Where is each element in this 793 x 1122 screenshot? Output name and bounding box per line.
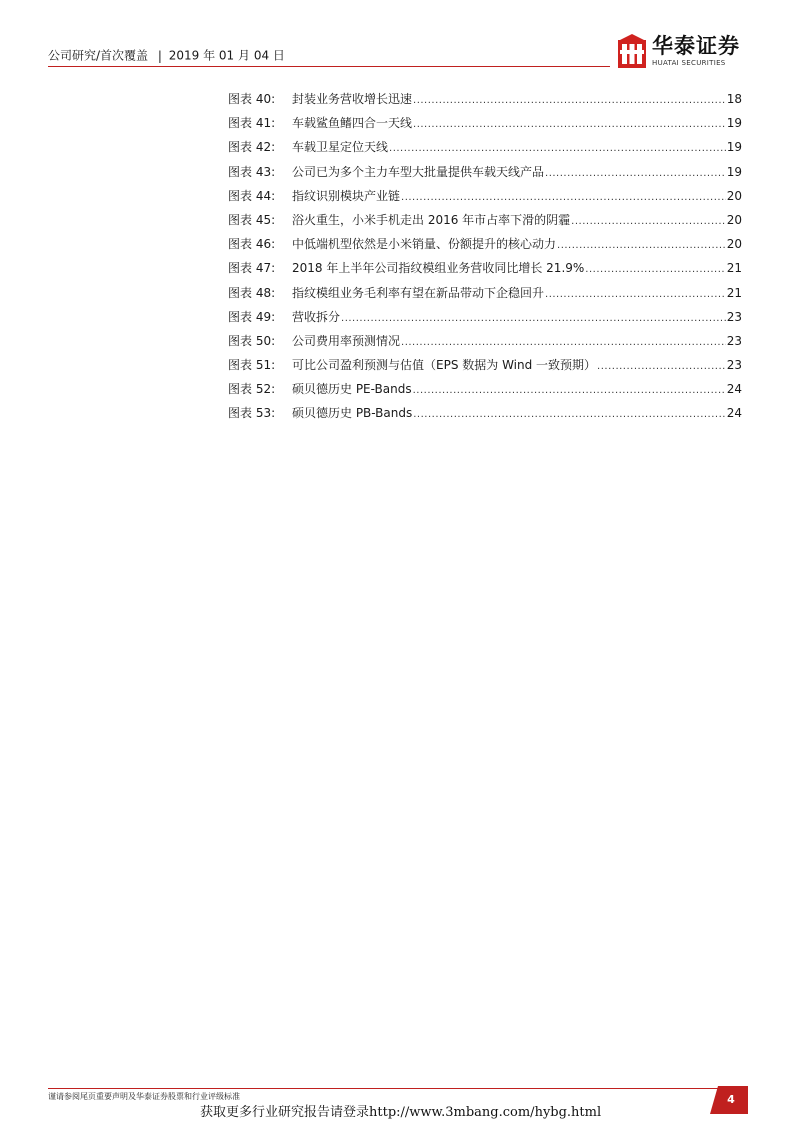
toc-label: 图表 41: bbox=[228, 116, 276, 131]
toc-page: 20 bbox=[726, 212, 742, 227]
footer-disclaimer: 谨请参阅尾页重要声明及华泰证券股票和行业评级标准 bbox=[48, 1092, 240, 1101]
toc-row[interactable] bbox=[228, 256, 742, 280]
toc-title: 公司已为多个主力车型大批量提供车载天线产品 bbox=[292, 164, 545, 179]
toc-title: 2018 年上半年公司指纹模组业务营收同比增长 21.9% bbox=[292, 261, 585, 276]
toc-page: 24 bbox=[726, 382, 742, 397]
toc-label: 图表 48: bbox=[228, 285, 276, 300]
toc-row[interactable] bbox=[228, 329, 742, 353]
toc-row[interactable] bbox=[228, 401, 742, 425]
toc-title: 可比公司盈利预测与估值（EPS 数据为 Wind 一致预期） bbox=[292, 358, 597, 373]
toc-leader bbox=[557, 234, 726, 258]
toc-leader bbox=[545, 283, 726, 307]
toc-page: 19 bbox=[726, 140, 742, 155]
toc-row[interactable] bbox=[228, 87, 742, 111]
toc-row[interactable] bbox=[228, 353, 742, 377]
watermark-link[interactable]: 获取更多行业研究报告请登录http://www.3mbang.com/hybg.html bbox=[200, 1105, 602, 1120]
toc-page: 18 bbox=[726, 92, 742, 106]
page-header bbox=[48, 44, 610, 66]
logo-name-en: HUATAI SECURITIES bbox=[652, 59, 726, 67]
toc-title: 中低端机型依然是小米销量、份额提升的核心动力 bbox=[292, 237, 557, 252]
toc-title: 硕贝德历史 PE-Bands bbox=[292, 382, 412, 397]
figure-index bbox=[228, 87, 742, 426]
huatai-logo bbox=[618, 34, 748, 70]
toc-leader bbox=[545, 162, 726, 186]
toc-title: 封装业务营收增长迅速 bbox=[292, 92, 413, 106]
toc-page: 24 bbox=[726, 406, 742, 421]
toc-title: 指纹模组业务毛利率有望在新品带动下企稳回升 bbox=[292, 285, 545, 300]
toc-title: 硕贝德历史 PB-Bands bbox=[292, 406, 413, 421]
toc-label: 图表 40: bbox=[228, 92, 276, 106]
header-divider bbox=[48, 66, 610, 67]
toc-page: 21 bbox=[726, 285, 742, 300]
toc-label: 图表 42: bbox=[228, 140, 276, 155]
toc-leader bbox=[401, 186, 726, 210]
toc-leader bbox=[413, 403, 725, 427]
toc-row[interactable] bbox=[228, 281, 742, 305]
toc-row[interactable] bbox=[228, 135, 742, 159]
toc-page: 20 bbox=[726, 188, 742, 203]
toc-leader bbox=[413, 89, 726, 113]
toc-row[interactable] bbox=[228, 377, 742, 401]
toc-page: 21 bbox=[726, 261, 742, 276]
toc-title: 公司费用率预测情况 bbox=[292, 333, 401, 348]
toc-label: 图表 45: bbox=[228, 212, 276, 227]
logo-name-cn: 华泰证券 bbox=[652, 34, 740, 58]
toc-leader bbox=[389, 137, 726, 161]
toc-label: 图表 43: bbox=[228, 164, 276, 179]
toc-leader bbox=[571, 210, 726, 234]
toc-page: 19 bbox=[726, 116, 742, 131]
report-type: 公司研究/首次覆盖 bbox=[48, 48, 149, 63]
footer-divider bbox=[48, 1088, 748, 1089]
toc-title: 车载鲨鱼鳍四合一天线 bbox=[292, 116, 413, 131]
toc-title: 指纹识别模块产业链 bbox=[292, 188, 401, 203]
toc-page: 23 bbox=[726, 358, 742, 373]
toc-leader bbox=[401, 331, 726, 355]
toc-label: 图表 53: bbox=[228, 406, 276, 421]
toc-row[interactable] bbox=[228, 208, 742, 232]
toc-row[interactable] bbox=[228, 184, 742, 208]
huatai-logo-icon bbox=[618, 34, 646, 68]
toc-label: 图表 50: bbox=[228, 333, 276, 348]
toc-label: 图表 52: bbox=[228, 382, 276, 397]
toc-title: 营收拆分 bbox=[292, 309, 341, 324]
toc-row[interactable] bbox=[228, 305, 742, 329]
toc-title: 车载卫星定位天线 bbox=[292, 140, 389, 155]
toc-leader bbox=[413, 113, 726, 137]
report-date: 2019 年 01 月 04 日 bbox=[168, 48, 285, 63]
toc-page: 23 bbox=[726, 333, 742, 348]
toc-page: 19 bbox=[726, 164, 742, 179]
toc-label: 图表 49: bbox=[228, 309, 276, 324]
toc-leader bbox=[597, 355, 726, 379]
header-separator: | bbox=[157, 48, 162, 63]
toc-page: 20 bbox=[726, 237, 742, 252]
toc-leader bbox=[413, 379, 726, 403]
toc-label: 图表 44: bbox=[228, 188, 276, 203]
toc-label: 图表 46: bbox=[228, 237, 276, 252]
toc-page: 23 bbox=[726, 309, 742, 324]
page-number: 4 bbox=[727, 1093, 735, 1106]
toc-title: 浴火重生，小米手机走出 2016 年市占率下滑的阴霾 bbox=[292, 212, 571, 227]
toc-row[interactable] bbox=[228, 160, 742, 184]
toc-leader bbox=[585, 258, 725, 282]
toc-leader bbox=[341, 307, 726, 331]
toc-label: 图表 47: bbox=[228, 261, 276, 276]
toc-row[interactable] bbox=[228, 111, 742, 135]
toc-row[interactable] bbox=[228, 232, 742, 256]
toc-label: 图表 51: bbox=[228, 358, 276, 373]
